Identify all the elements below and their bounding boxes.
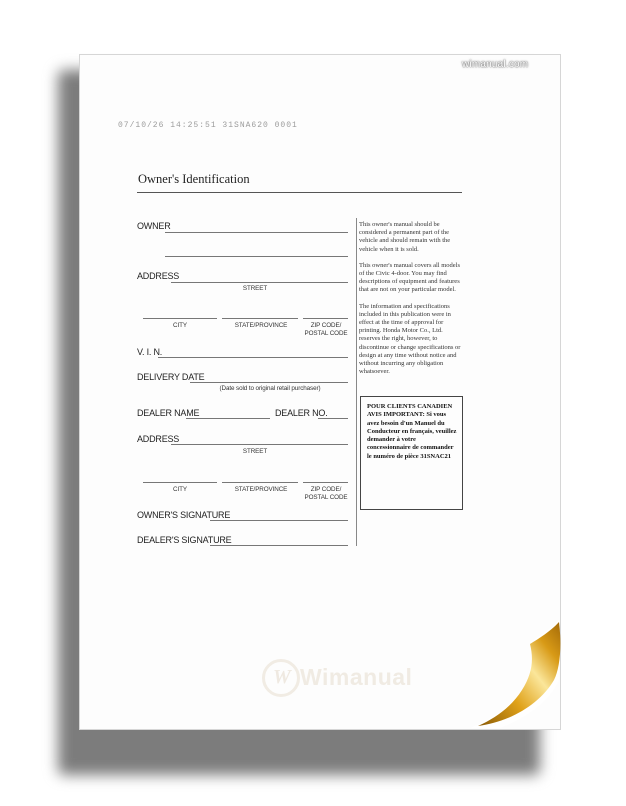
- site-watermark: wimanual.com: [462, 59, 529, 70]
- owner-signature-label: OWNER'S SIGNATURE: [137, 510, 231, 520]
- state-caption: STATE/PROVINCE: [234, 322, 288, 329]
- dealer-signature-label: DEALER'S SIGNATURE: [137, 535, 232, 545]
- vin-label: V. I. N.: [137, 347, 163, 357]
- dealer-address-label: ADDRESS: [137, 434, 180, 444]
- dealer-name-field[interactable]: [186, 418, 270, 419]
- brand-logo-icon: W: [262, 659, 300, 697]
- city-caption: CITY: [173, 322, 187, 329]
- note-paragraph-1: This owner's manual should be considered a permanent part of the vehicle and should remain with the vehicle when it is sold.: [359, 221, 451, 253]
- city-caption-2: CITY: [173, 486, 187, 493]
- dealer-signature-field[interactable]: [210, 545, 348, 546]
- note-paragraph-2: This owner's manual covers all models of the Civic 4-door. You may find descriptions of equipment and features that are not on your particular model.: [359, 261, 460, 294]
- state-caption-2: STATE/PROVINCE: [234, 486, 288, 493]
- delivery-date-label: DELIVERY DATE: [137, 372, 205, 382]
- dealer-address-field[interactable]: [171, 444, 348, 445]
- address-label: ADDRESS: [137, 271, 180, 281]
- vin-field[interactable]: [158, 357, 348, 358]
- date-note: (Date sold to original retail purchaser): [219, 385, 321, 392]
- street-caption-2: STREET: [242, 448, 268, 455]
- owner-field-2[interactable]: [165, 256, 348, 257]
- zip-caption-2: ZIP CODE/: [310, 486, 342, 493]
- dealer-name-label: DEALER NAME: [137, 408, 200, 418]
- state-field-2[interactable]: [222, 482, 298, 483]
- canadian-notice-box: [360, 396, 463, 510]
- state-field[interactable]: [222, 318, 298, 319]
- city-field-2[interactable]: [143, 482, 217, 483]
- print-stamp: 07/10/26 14:25:51 31SNA620 0001: [118, 121, 298, 130]
- notice-heading: POUR CLIENTS CANADIEN: [367, 403, 453, 410]
- city-field[interactable]: [143, 318, 217, 319]
- zip-field-2[interactable]: [303, 482, 348, 483]
- postal-caption: POSTAL CODE: [304, 330, 348, 337]
- dealer-no-field[interactable]: [318, 418, 348, 419]
- manual-notes: [359, 221, 463, 384]
- owner-label: OWNER: [137, 221, 171, 231]
- postal-caption-2: POSTAL CODE: [304, 494, 348, 501]
- owner-signature-field[interactable]: [210, 520, 348, 521]
- brand-watermark: Wimanual: [300, 664, 413, 690]
- delivery-date-field[interactable]: [190, 382, 348, 383]
- note-paragraph-3: The information and specifications included in this publication were in effect at the time of approval for printing. Honda Motor Co., Ltd. reserves the right, however, to discontinue or change specifications or design at any time without notice and without incurring any obligation whatsoever.: [359, 302, 461, 376]
- zip-caption: ZIP CODE/: [310, 322, 342, 329]
- notice-body: AVIS IMPORTANT: Si vous avez besoin d'un Manuel du Conducteur en français, veuillez demander à votre concessionnaire de commander le numéro de pièce 31SNAC21: [367, 411, 457, 460]
- zip-field[interactable]: [303, 318, 348, 319]
- title-rule: [137, 192, 462, 193]
- page-curl-icon: [470, 620, 562, 730]
- page-title: Owner's Identification: [138, 172, 250, 186]
- street-caption: STREET: [242, 285, 268, 292]
- owner-field[interactable]: [165, 232, 348, 233]
- column-divider: [356, 218, 357, 546]
- address-street-field[interactable]: [171, 282, 348, 283]
- dealer-no-label: DEALER NO.: [275, 408, 328, 418]
